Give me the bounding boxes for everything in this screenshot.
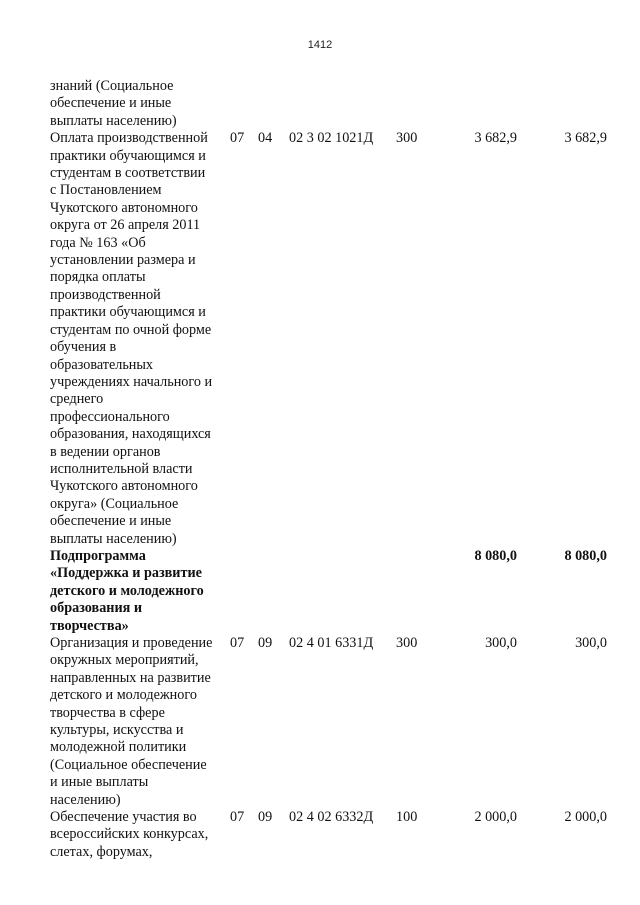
section-code: 07 bbox=[230, 130, 245, 147]
subsection-code: 09 bbox=[258, 635, 273, 651]
section-code: 07 bbox=[230, 635, 245, 651]
row-description: Обеспечение участия во всероссийских конкурсах, слетах, форумах, bbox=[50, 809, 209, 860]
row-description: Оплата производственной практики обучающимся и студентам в соответствии с Постановлением Чукотского автономного округа от 26 апреля 2011 года № 163 «Об установлении размера и порядка оплаты производственной практики обучающимся и студентам по очной форме обучения в образовательных учреждениях начального и среднего профессионального образования, находящихся в ведении органов исполнительной власти Чукотского автономного округа» (Социальное обеспечение и иные выплаты населению) bbox=[50, 130, 213, 547]
expense-type-code: 100 bbox=[396, 809, 418, 826]
row-description: знаний (Социальное обеспечение и иные выплаты населению) bbox=[50, 78, 177, 129]
table-row bbox=[50, 130, 620, 548]
amount-first: 300,0 bbox=[485, 635, 517, 651]
amount-second: 3 682,9 bbox=[564, 130, 607, 147]
amount-first: 3 682,9 bbox=[474, 130, 517, 147]
target-article-code: 02 3 02 1021Д bbox=[289, 130, 374, 147]
table-row bbox=[50, 809, 620, 861]
table-row bbox=[50, 78, 620, 130]
target-article-code: 02 4 02 6332Д bbox=[289, 809, 374, 826]
row-description: Подпрограмма «Поддержка и развитие детского и молодежного образования и творчества» bbox=[50, 547, 204, 634]
page-number: 1412 bbox=[307, 39, 333, 51]
amount-second: 8 080,0 bbox=[564, 547, 607, 564]
row-description: Организация и проведение окружных мероприятий, направленных на развитие детского и молодежного творчества в сфере культуры, искусства и молодежной политики (Социальное обеспечение и иные выплаты населению) bbox=[50, 635, 213, 808]
amount-second: 2 000,0 bbox=[564, 809, 607, 826]
amount-first: 8 080,0 bbox=[474, 547, 517, 564]
budget-table bbox=[50, 78, 620, 861]
target-article-code: 02 4 01 6331Д bbox=[289, 635, 374, 651]
expense-type-code: 300 bbox=[396, 635, 418, 651]
table-row-subprogram bbox=[50, 548, 620, 635]
amount-first: 2 000,0 bbox=[474, 809, 517, 826]
amount-second: 300,0 bbox=[575, 635, 607, 651]
subsection-code: 09 bbox=[258, 809, 273, 826]
section-code: 07 bbox=[230, 809, 245, 826]
subsection-code: 04 bbox=[258, 130, 273, 147]
table-row bbox=[50, 635, 620, 809]
expense-type-code: 300 bbox=[396, 130, 418, 147]
